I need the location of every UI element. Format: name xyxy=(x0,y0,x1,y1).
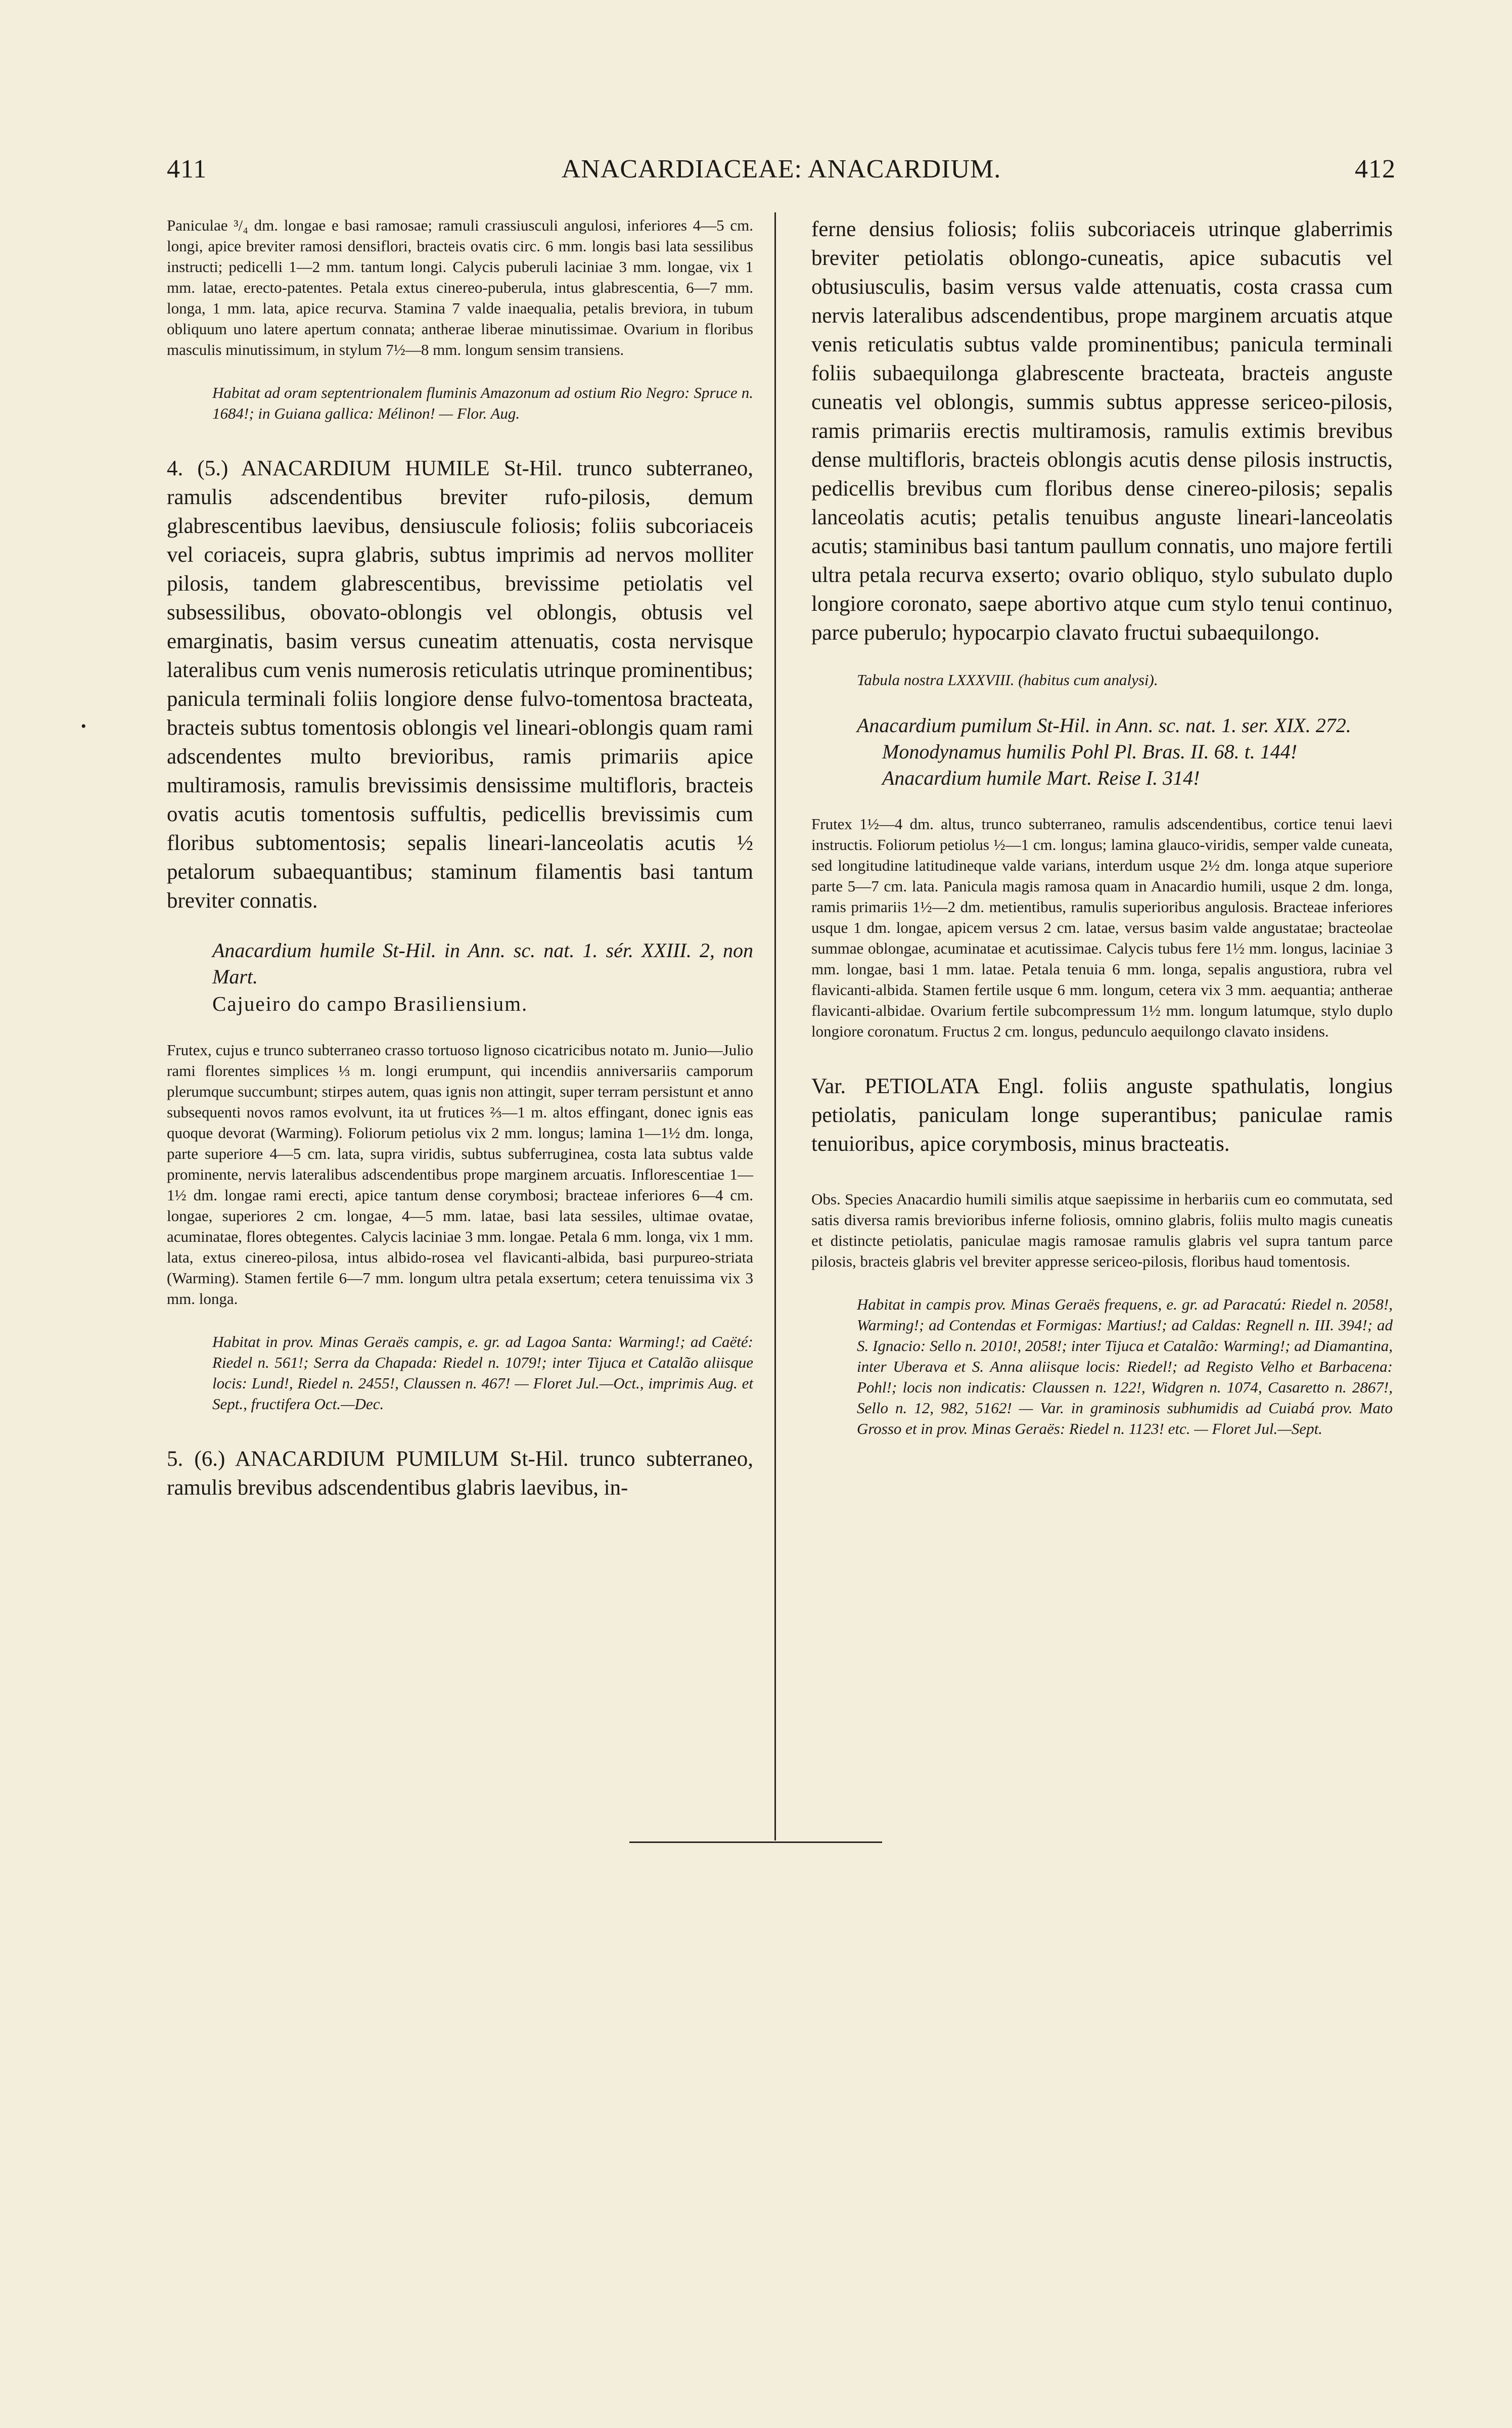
synonym-line: Anacardium pumilum St-Hil. in Ann. sc. nat. 1. ser. XIX. 272. xyxy=(857,714,1351,737)
vernacular-name: Cajueiro do campo Brasiliensium. xyxy=(212,992,528,1015)
synonym-line: Anacardium humile Mart. Reise I. 314! xyxy=(882,767,1200,789)
plate-reference: Tabula nostra LXXXVIII. (habitus cum analysi). xyxy=(857,671,1158,689)
variety-paragraph: Var. PETIOLATA Engl. foliis anguste spathulatis, longius petiolatis, paniculam longe superantibus; paniculae ramis tenuioribus, apice corymbosis, minus bracteatis. xyxy=(811,1074,1393,1156)
description-paragraph: Paniculae ³/₄ dm. longae e basi ramosae; ramuli crassiusculi angulosi, inferiores 4—5 cm. longi, apice breviter ramosi densiflori, bracteis ovatis circ. 6 mm. longis basi lata sessilibus instructi; pedicelli 1—2 mm. tantum longi. Calycis puberuli laciniae 3 mm. longae, vix 1 mm. latae, erecto-patentes. Petala extus cinereo-puberula, intus glabrescentia, 6—7 mm. longa, 1 mm. lata, apice recurva. Stamina 7 valde inaequalia, petalis breviora, in tubum obliquum uno latere apertum connata; antherae liberae minutissimae. Ovarium in floribus masculis minutissimum, in stylum 7½—8 mm. longum sensim transiens. xyxy=(167,216,753,358)
column-divider xyxy=(774,212,776,1840)
margin-mark: • xyxy=(81,718,86,735)
observation-paragraph: Obs. Species Anacardio humili similis atque saepissime in herbariis cum eo commutata, sed satis diversa ramis brevioribus inferne foliosis, omnino glabris, foliis multo magis cuneatis et distincte petiolatis, paniculae magis ramosae ramulis glabris vel supra tantum parce pilosis, bracteis glabris vel breviter appresse sericeo-pilosis, floribus haud tomentosis. xyxy=(811,1190,1393,1270)
right-column xyxy=(811,215,1393,1439)
description-paragraph: Frutex, cujus e trunco subterraneo crasso tortuoso lignoso cicatricibus notato m. Junio—Julio rami florentes simplices ⅓ m. longi erumpunt, qui incendiis anniversariis camporum plerumque succumbunt; stirpes autem, quas ignis non attingit, super terram persistunt et anno subsequenti novos ramos evolvunt, ita ut frutices ⅔—1 m. altos effingant, donec ignis eas quoque devorat (Warming). Foliorum petiolus vix 2 mm. longus; lamina 1—1½ dm. longa, parte superiore 4—5 cm. lata, supra viridis, subtus subferruginea, costa lata subtus valde prominente, nervis lateralibus adscendentibus prope marginem arcuatis. Inflorescentiae 1—1½ dm. longae rami erecti, apice tantum dense corymbosi; bracteae inferiores 6—4 cm. longae, superiores 2 cm. longae, 4—5 mm. latae, basi lata sessiles, ultimae ovatae, acuminatae, flores obtegentes. Calycis laciniae 3 mm. longae. Petala 6 mm. longa, vix 1 mm. lata, extus cinereo-pilosa, intus albido-rosea vel flavicanti-albida, basi purpureo-striata (Warming). Stamen fertile 6—7 mm. longum ultra petala exsertum; cetera tenuissima vix 3 mm. longa. xyxy=(167,1041,753,1308)
species-description-continued: ferne densius foliosis; foliis subcoriaceis utrinque glaberrimis breviter petiolatis oblongo-cuneatis, apice subacutis vel obtusiusculis, basim versus valde attenuatis, costa crassa cum nervis lateralibus adscendentibus, prope marginem arcuatis atque venis reticulatis subtus valde prominentibus; panicula terminali foliis subaequilonga glabrescente bracteata, bracteis anguste cuneatis vel oblongis, summis subtus appresse sericeo-pilosis, ramis primariis erectis multiramosis, ramulis extimis brevibus dense multifloris, bracteis oblongis acutis dense pilosis instructis, pedicellis brevibus cum floribus dense cinereo-pilosis; sepalis lanceolatis acutis; petalis tenuibus anguste lineari-lanceolatis acutis; staminibus basi tantum paullum connatis, uno majore fertili ultra petala recurva exserto; ovario obliquo, stylo subulato duplo longiore coronato, saepe abortivo atque cum stylo tenui continuo, parce puberulo; hypocarpio clavato fructui subaequilongo. xyxy=(811,217,1393,645)
end-rule xyxy=(629,1841,882,1843)
left-column xyxy=(167,215,753,1502)
running-header xyxy=(167,154,1396,195)
species-heading-pumilum: 5. (6.) ANACARDIUM PUMILUM St-Hil. trunco subterraneo, ramulis brevibus adscendentibus glabris laevibus, in- xyxy=(167,1447,753,1500)
description-paragraph: Frutex 1½—4 dm. altus, trunco subterraneo, ramulis adscendentibus, cortice tenui laevi instructis. Foliorum petiolus ½—1 cm. longus; lamina glauco-viridis, semper valde cuneata, sed longitudine latitudineque valde varians, interdum usque 2½ dm. longa atque superiore parte 5—7 cm. lata. Panicula magis ramosa quam in Anacardio humili, usque 2 dm. longa, ramis primariis 1½—2 dm. metientibus, ramulis superioribus angulosis. Bracteae inferiores usque 1 dm. longae, apicem versus 2 cm. latae, versus basim valde angustatae; bracteolae summae oblongae, acuminatae et acutissimae. Calycis tubus fere 1½ mm. longus, laciniae 3 mm. longae, basi 1 mm. latae. Petala tenuia 6 mm. longa, sepalis angustiora, rubra vel flavicanti-albida. Stamen fertile usque 6 mm. longum, cetera vix 3 mm. aequantia; antherae flavicanti-albidae. Ovarium fertile subcompressum 1½ mm. longum latumque, stylo duplo longiore coronatum. Fructus 2 cm. longus, pedunculo aequilongo clavato insidens. xyxy=(811,815,1393,1040)
habitat-paragraph: Habitat in campis prov. Minas Geraës frequens, e. gr. ad Paracatú: Riedel n. 2058!, Warming!; ad Contendas et Formigas: Martius!; ad Caldas: Regnell n. III. 394!; ad S. Ignacio: Sello n. 2010!, 2058!; inter Tijuca et Catalão: Warming!; ad Diamantina, inter Uberava et S. Anna aliisque locis: Riedel!; ad Registo Velho et Barbacena: Pohl!; locis non indicatis: Claussen n. 122!, Widgren n. 1074, Casaretto n. 2867!, Sello n. 12, 982, 5162! — Var. in graminosis subhumidis ad Cuiabá prov. Mato Grosso et in prov. Minas Geraës: Riedel n. 1123! etc. — Floret Jul.—Sept. xyxy=(857,1295,1393,1437)
synonym-line: Monodynamus humilis Pohl Pl. Bras. II. 68. t. 144! xyxy=(882,740,1298,763)
species-heading-humile: 4. (5.) ANACARDIUM HUMILE St-Hil. trunco subterraneo, ramulis adscendentibus breviter rufo-pilosis, demum glabrescentibus laevibus, densiuscule foliosis; foliis subcoriaceis vel coriaceis, supra glabris, subtus imprimis ad nervos molliter pilosis, tandem glabrescentibus, brevissime petiolatis vel subsessilibus, obovato-oblongis vel oblongis, obtusis vel emarginatis, basim versus cuneatim attenuatis, costa nervisque lateralibus cum venis numerosis reticulatis utrinque prominentibus; panicula terminali foliis longiore dense fulvo-tomentosa bracteata, bracteis subtus tomentosis oblongis vel lineari-oblongis quam rami adscendentes multo brevioribus, ramis primariis apice multiramosis, ramulis brevissimis densissime multifloris, bracteis ovatis acutis tomentosis suffultis, pedicellis brevissimis cum floribus subtomentosis; sepalis lineari-lanceolatis acutis ½ petalorum subaequantibus; staminum filamentis basi tantum breviter connatis. xyxy=(167,457,753,913)
page-number-right: 412 xyxy=(1355,155,1396,184)
habitat-paragraph: Habitat ad oram septentrionalem fluminis Amazonum ad ostium Rio Negro: Spruce n. 1684!; in Guiana gallica: Mélinon! — Flor. Aug. xyxy=(212,384,753,422)
running-title: ANACARDIACEAE: ANACARDIUM. xyxy=(561,155,1001,184)
page-number-left: 411 xyxy=(167,155,207,184)
habitat-paragraph: Habitat in prov. Minas Geraës campis, e. gr. ad Lagoa Santa: Warming!; ad Caëté: Riedel n. 561!; Serra da Chapada: Riedel n. 1079!; inter Tijuca et Catalão aliisque locis: Lund!, Riedel n. 2455!, Claussen n. 467! — Floret Jul.—Oct., imprimis Aug. et Sept., fructifera Oct.—Dec. xyxy=(212,1333,753,1413)
synonym-line: Anacardium humile St-Hil. in Ann. sc. nat. 1. sér. XXIII. 2, non Mart. xyxy=(212,939,753,988)
